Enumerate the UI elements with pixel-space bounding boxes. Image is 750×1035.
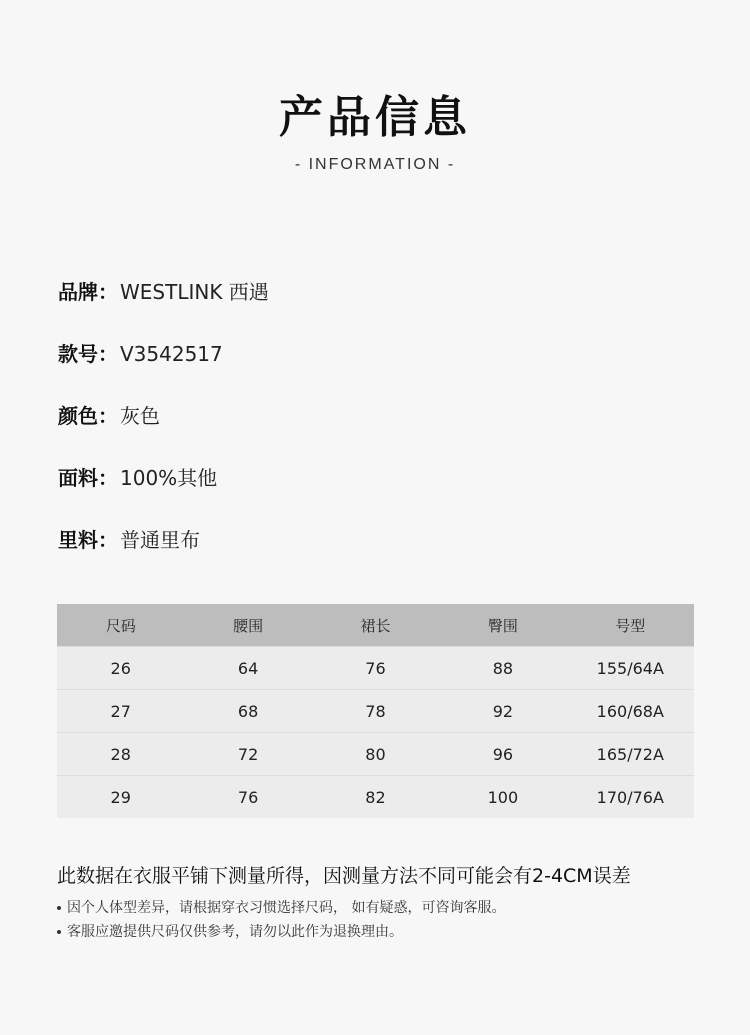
size-table: [57, 604, 694, 818]
table-cell: 88: [439, 647, 566, 690]
column-header-waist: 腰围: [184, 604, 311, 647]
table-row: [57, 776, 694, 819]
table-cell: 27: [57, 690, 184, 733]
info-label: 款号：: [58, 342, 118, 366]
table-cell: 26: [57, 647, 184, 690]
note-list: [57, 896, 737, 944]
table-cell: 160/68A: [567, 690, 694, 733]
info-value: V3542517: [120, 342, 223, 366]
table-cell: 68: [184, 690, 311, 733]
measurement-note: [57, 862, 737, 944]
note-main-text: 此数据在衣服平铺下测量所得，因测量方法不同可能会有2-4CM误差: [57, 865, 631, 887]
bullet-icon: [57, 930, 61, 934]
page-subtitle: - INFORMATION -: [294, 156, 456, 173]
info-row-color: [58, 400, 269, 462]
table-header-row: [57, 604, 694, 647]
info-value: 普通里布: [120, 528, 200, 552]
page-header: [0, 88, 750, 174]
table-cell: 72: [184, 733, 311, 776]
info-value: WESTLINK 西遇: [120, 280, 269, 304]
info-label: 颜色：: [58, 404, 118, 428]
list-item: [57, 920, 737, 944]
list-item: [57, 896, 737, 920]
note-item-text: 客服应邀提供尺码仅供参考，请勿以此作为退换理由。: [67, 924, 403, 940]
bullet-icon: [57, 906, 61, 910]
info-label: 面料：: [58, 466, 118, 490]
info-row-lining: [58, 524, 269, 586]
info-row-style-number: [58, 338, 269, 400]
table-cell: 100: [439, 776, 566, 819]
page-title: 产品信息: [279, 92, 471, 143]
column-header-hip: 臀围: [439, 604, 566, 647]
table-cell: 80: [312, 733, 439, 776]
table-row: [57, 690, 694, 733]
table-cell: 82: [312, 776, 439, 819]
table-cell: 78: [312, 690, 439, 733]
table-cell: 165/72A: [567, 733, 694, 776]
info-row-brand: [58, 276, 269, 338]
table-cell: 96: [439, 733, 566, 776]
column-header-skirt-length: 裙长: [312, 604, 439, 647]
info-value: 100%其他: [120, 466, 218, 490]
column-header-size: 尺码: [57, 604, 184, 647]
table-cell: 29: [57, 776, 184, 819]
table-cell: 28: [57, 733, 184, 776]
info-label: 品牌：: [58, 280, 118, 304]
table-cell: 92: [439, 690, 566, 733]
note-item-text: 因个人体型差异，请根据穿衣习惯选择尺码， 如有疑惑，可咨询客服。: [67, 900, 506, 916]
table-cell: 76: [312, 647, 439, 690]
table-cell: 155/64A: [567, 647, 694, 690]
table-cell: 170/76A: [567, 776, 694, 819]
table-cell: 76: [184, 776, 311, 819]
table-cell: 64: [184, 647, 311, 690]
column-header-fit-code: 号型: [567, 604, 694, 647]
info-label: 里料：: [58, 528, 118, 552]
info-row-fabric: [58, 462, 269, 524]
table-row: [57, 733, 694, 776]
product-info: [58, 276, 269, 586]
info-value: 灰色: [120, 404, 160, 428]
table-row: [57, 647, 694, 690]
